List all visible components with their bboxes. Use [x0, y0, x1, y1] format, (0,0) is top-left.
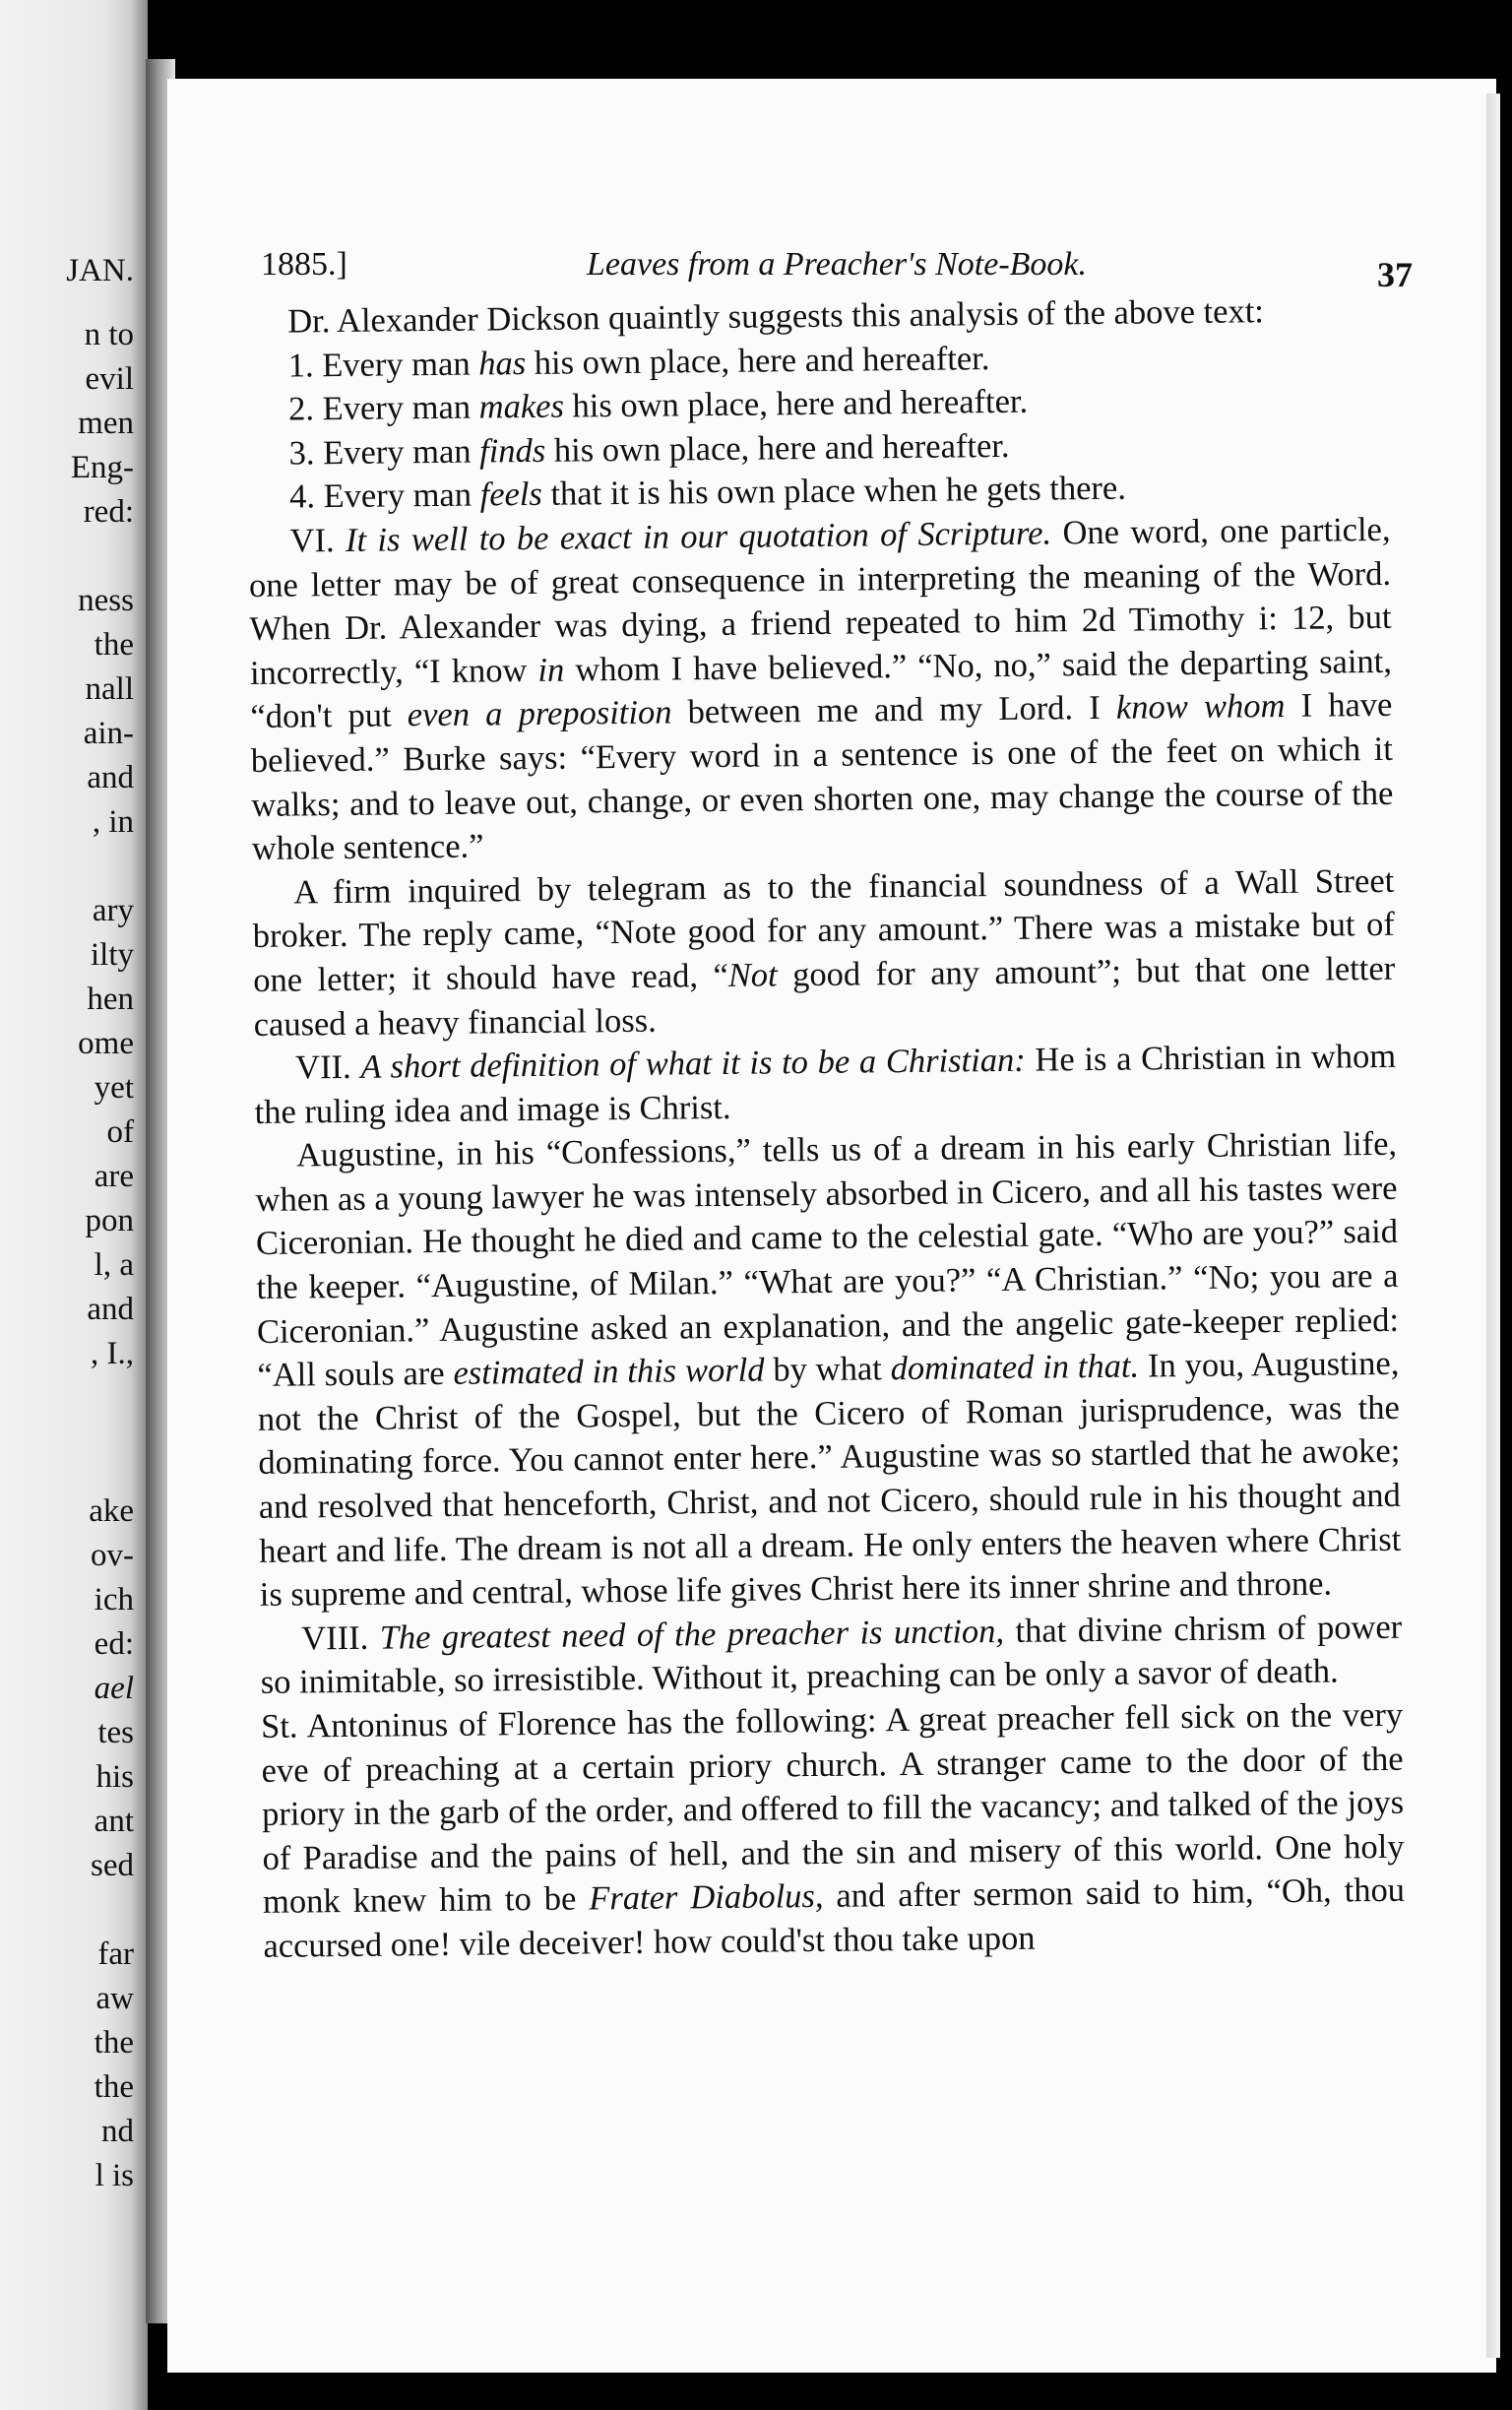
left-page-fragment: , in — [92, 804, 134, 840]
left-page-fragment: tes — [97, 1715, 134, 1750]
paragraph-section-vii: VII. A short definition of what it is to be a Christian: He is a Christian in whom the ruling idea and image is Christ. — [254, 1037, 1397, 1131]
left-page-fragment: nall — [85, 671, 134, 707]
left-page-fragment: his — [95, 1759, 134, 1795]
left-page-fragment: yet — [94, 1070, 134, 1106]
left-page-fragment: of — [106, 1114, 134, 1150]
left-page-fragment: are — [94, 1159, 134, 1194]
left-page-fragment: the — [94, 627, 134, 663]
list-item-3: 3. Every man finds his own place, here and hereafter. — [288, 426, 1010, 473]
paragraph-antoninus: St. Antoninus of Florence has the following: A great preacher fell sick on the very eve of preaching at a certain priory church. A stranger came to the door of the priory in the garb of the order, and offered to fill the vacancy; and talked of the joys of Paradise and the pains of hell, and the sin and misery of this world. One holy monk knew him to be Frater Diabolus, and after sermon said to him, “Oh, thou accursed one! vile deceiver! how could'st thou take upon — [260, 1695, 1406, 1965]
section-number: VIII. — [301, 1618, 369, 1658]
left-page-fragment: ome — [78, 1026, 134, 1061]
list-item-1: 1. Every man has his own place, here and hereafter. — [287, 339, 990, 385]
main-page — [167, 79, 1496, 2373]
left-page-fragment: ain- — [83, 716, 134, 751]
left-page-fragment: red: — [83, 494, 134, 530]
left-page-fragment: and — [87, 760, 134, 795]
left-page-fragment: far — [97, 1936, 134, 1972]
left-page-fragment: ich — [94, 1582, 134, 1617]
left-page-fragment: ed: — [94, 1626, 134, 1662]
paragraph-section-viii: VIII. The greatest need of the preacher is unction, that divine chrism of power so inimitable, so irresistible. Without it, preaching can be only a savor of death. — [260, 1608, 1403, 1702]
section-number: VII. — [294, 1048, 351, 1087]
text-block — [246, 288, 1406, 1969]
list-item-2: 2. Every man makes his own place, here and hereafter. — [287, 382, 1029, 428]
left-page-fragment: aw — [95, 1981, 134, 2016]
page-edge — [1486, 94, 1500, 2358]
left-page-fragment: the — [94, 2069, 134, 2105]
left-page-fragment: men — [78, 406, 134, 441]
left-page-fragment: , I., — [91, 1336, 134, 1371]
running-year: 1885.] — [261, 246, 347, 283]
left-page-fragment: sed — [91, 1848, 134, 1883]
left-page-fragment: and — [87, 1292, 134, 1327]
paragraph-augustine: Augustine, in his “Confessions,” tells us of a dream in his early Christian life, when as a young lawyer he was intensely absorbed in Cicero, and all his tastes were Ciceronian. He thought he died and came to the celestial gate. “Who are you?” said the keeper. “Augustine, of Milan.” “What are you?” “A Christian.” “No; you are a Ciceronian.” Augustine asked an explanation, and the angelic gate-keeper replied: “All souls are estimated in this world by what dominated in that. In you, Augustine, not the Christ of the Gospel, but the Cicero of Roman jurisprudence, was the dominating force. You cannot enter here.” Augustine was so startled that he awoke; and resolved that henceforth, Christ, and not Cicero, should rule in his thought and heart and life. The dream is not all a dream. He only enters the heaven where Christ is supreme and central, whose life gives Christ here its inner shrine and throne. — [255, 1125, 1402, 1615]
page-number: 37 — [1377, 255, 1413, 294]
left-page-fragment: ilty — [90, 937, 134, 973]
left-page-fragment: ael — [94, 1671, 134, 1706]
running-title: Leaves from a Preacher's Note-Book. — [586, 246, 1088, 283]
left-page-fragment: l, a — [94, 1247, 134, 1283]
left-page-fragment: the — [94, 2025, 134, 2061]
left-page-fragment: nd — [101, 2114, 134, 2149]
paragraph-section-vi: VI. It is well to be exact in our quotation of Scripture. One word, one particle, one letter may be of great consequence in interpreting the meaning of the Word. When Dr. Alexander was dying, a friend repeated to him 2d Timothy i: 12, but incorrectly, “I know in whom I have believed.” “No, no,” said the departing saint, “don't put even a preposition between me and my Lord. I know whom I have believed.” Burke says: “Every word in a sentence is one of the feet on which it walks; and to leave out, change, or even shorten one, may change the course of the whole sentence.” — [248, 510, 1394, 868]
left-page-fragment: hen — [87, 982, 134, 1017]
left-page-fragment: Eng- — [70, 450, 134, 485]
left-page-fragment: ness — [78, 583, 134, 618]
left-page-fragment: ov- — [91, 1538, 134, 1573]
left-facing-page — [0, 0, 148, 2410]
left-page-fragment: JAN. — [66, 253, 134, 288]
paragraph-dickson: Dr. Alexander Dickson quaintly suggests this analysis of the above text: — [287, 292, 1265, 341]
paragraph-wall-street: A firm inquired by telegram as to the financial soundness of a Wall Street broker. The reply came, “Note good for any amount.” There was a mistake but of one letter; it should have read, “Not good for any amount”; but that one letter caused a heavy financial loss. — [252, 861, 1396, 1044]
left-page-fragment: ake — [89, 1493, 134, 1529]
running-head — [261, 246, 1413, 295]
left-page-fragment: evil — [85, 361, 134, 397]
list-item-4: 4. Every man feels that it is his own place when he gets there. — [288, 470, 1127, 516]
left-page-fragment: ary — [92, 893, 134, 928]
left-page-fragment: ant — [94, 1804, 134, 1839]
left-page-fragment: pon — [85, 1203, 134, 1238]
left-page-fragment: n to — [84, 317, 134, 352]
left-page-fragment: l is — [94, 2158, 134, 2193]
section-number: VI. — [289, 522, 335, 560]
